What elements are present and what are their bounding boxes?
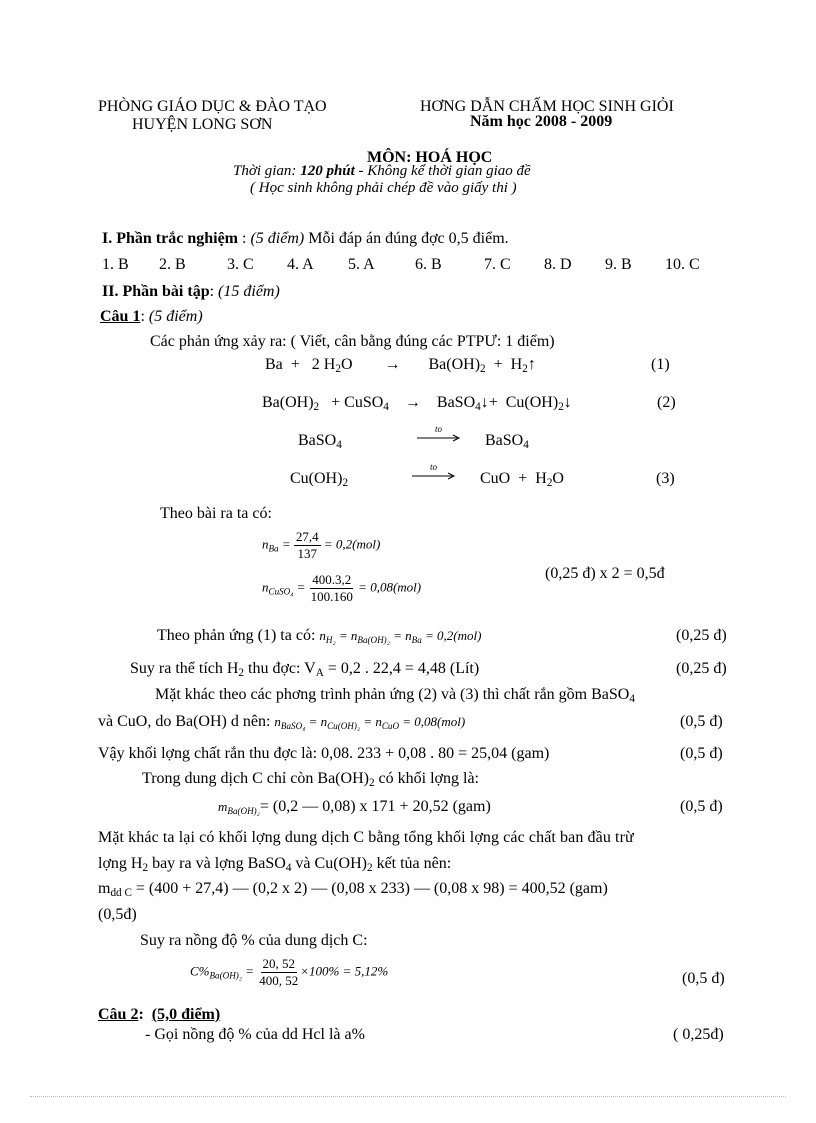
suy-ra-nong-do: Suy ra nồng độ % của dung dịch C:: [140, 932, 368, 949]
suy-ra-the-tich: Suy ra thể tích $H_2$ thu đợc: $V_A = 0,2$ . 22,4 = 4,48 (Lít): [130, 660, 480, 679]
reaction-decompose-baso4: BaSO$_4$: [298, 432, 342, 451]
score-g: (0,5 đ): [682, 970, 725, 987]
mat-khac-2-line1: Mặt khác ta lại có khối lợng dung dịch C bằng tổng khối lợng các chất ban đầu trừ: [98, 829, 634, 846]
answer-item: 9. B: [605, 256, 632, 273]
reaction-3-number: (3): [656, 470, 675, 487]
reaction-3-reactant: $Cu(OH)_2$: [290, 470, 349, 489]
part2-heading: II. Phần bài tập: (15 điểm): [102, 283, 280, 300]
cau1-intro: Các phản ứng xảy ra: ( Viết, cân bằng đúng các PTPƯ: 1 điểm): [150, 333, 555, 350]
header-school-year: Năm học 2008 - 2009: [470, 113, 613, 130]
formula-c-percent: $C\%_{Ba(OH)_2}$ = $\frac{20, 52}{400, 52}$ ×100% = 5,12%: [190, 956, 389, 988]
cau2-line1: - Gọi nồng độ % của dd Hcl là a%: [145, 1026, 365, 1043]
subject-title: MÔN: HOÁ HỌC: [367, 149, 493, 166]
theo-bai-ra: Theo bài ra ta có:: [160, 505, 272, 522]
vay-khoi-luong: Vậy khối lợng chất rắn thu đợc là: 0,08. 233 + 0,08 . 80 = 25,04 (gam): [98, 745, 550, 762]
answer-item: 1. B: [102, 256, 129, 273]
theo-pu1: Theo phản ứng (1) ta có: $n_{H_2} = n_{Ba(OH)_2} = n_{Ba} = 0,2(mol)$: [157, 627, 482, 645]
reaction-1-number: (1): [651, 356, 670, 373]
heat-arrow: to: [412, 466, 460, 484]
mdd-c-eq: $m_{dd C} = (400 + 27,4)$ — (0,2 x 2) — (0,08 x 233) — (0,08 x 98) = 400,52 (gam): [98, 880, 608, 899]
answer-list: [102, 256, 722, 274]
page-bottom-divider: [30, 1096, 786, 1097]
score-d: (0,5 đ): [680, 713, 723, 730]
reaction-3-product: CuO + $H_2O$: [480, 470, 564, 489]
formula-n-cuso4: $n_{CuSO_4}$ = $\frac{400.3,2}{100.160}$ = 0,08(mol): [262, 572, 422, 604]
reaction-2: $Ba(OH)_2$ + CuSO$_4$ → BaSO$_4$↓+ $Cu(OH)_2↓$: [262, 394, 572, 413]
time-line: Thời gian: 120 phút - Không kể thời gian giao đề: [233, 163, 531, 179]
answer-item: 10. C: [665, 256, 700, 273]
mat-khac-line1: Mặt khác theo các phơng trình phản ứng (2) và (3) thì chất rắn gồm BaSO$_4$: [155, 686, 635, 705]
reaction-1: Ba + 2 $H_2O$ → $Ba(OH)_2$ + $H_2↑$: [265, 356, 536, 375]
header-dept: PHÒNG GIÁO DỤC & ĐÀO TẠO: [98, 98, 327, 115]
score-e: (0,5 đ): [680, 745, 723, 762]
answer-item: 3. C: [227, 256, 254, 273]
reaction-decompose-product: BaSO$_4$: [485, 432, 529, 451]
formula-n-ba: $n_{Ba}$ = $\frac{27,4}{137}$ = 0,2(mol): [262, 529, 381, 561]
answer-item: 6. B: [415, 256, 442, 273]
part1-heading: I. Phần trắc nghiệm : (5 điểm) Mỗi đáp án đúng đợc 0,5 điểm.: [102, 230, 509, 247]
answer-item: 7. C: [484, 256, 511, 273]
m-baoh2-eq: $m_{Ba(OH)_2}= (0,2$ — 0,08) x 171 + 20,52 (gam): [218, 798, 491, 816]
answer-item: 2. B: [159, 256, 186, 273]
cau2-score: ( 0,25đ): [673, 1026, 724, 1043]
header-guide-title: HƠNG DẪN CHẤM HỌC SINH GIỎI: [420, 98, 674, 115]
score-c: (0,25 đ): [676, 660, 727, 677]
score-f: (0,5 đ): [680, 798, 723, 815]
reaction-2-number: (2): [657, 394, 676, 411]
trong-dung-dich: Trong dung dịch C chỉ còn $Ba(OH)_2$ có khối lợng là:: [142, 770, 479, 789]
cau2-heading: Câu 2: (5,0 điểm): [98, 1006, 221, 1023]
answer-item: 4. A: [287, 256, 314, 273]
header-district: HUYỆN LONG SƠN: [132, 116, 273, 133]
exam-note: ( Học sinh không phải chép đề vào giấy thi ): [250, 180, 517, 196]
cau1-heading: Câu 1: (5 điểm): [100, 308, 203, 325]
answer-item: 8. D: [544, 256, 572, 273]
answer-item: 5. A: [348, 256, 375, 273]
score-a: (0,25 đ) x 2 = 0,5đ: [545, 565, 665, 582]
score-b: (0,25 đ): [676, 627, 727, 644]
heat-arrow: to: [417, 428, 465, 446]
mat-khac-2-line2: lợng $H_2$ bay ra và lợng BaSO$_4$ và $Cu(OH)_2$ kết tủa nên:: [98, 855, 452, 874]
mdd-score: (0,5đ): [98, 906, 137, 923]
mat-khac-line2: và CuO, do Ba(OH) d nên: $n_{BaSO_4} = n_{Cu(OH)_2} = n_{CuO} = 0,08(mol)$: [98, 713, 466, 731]
